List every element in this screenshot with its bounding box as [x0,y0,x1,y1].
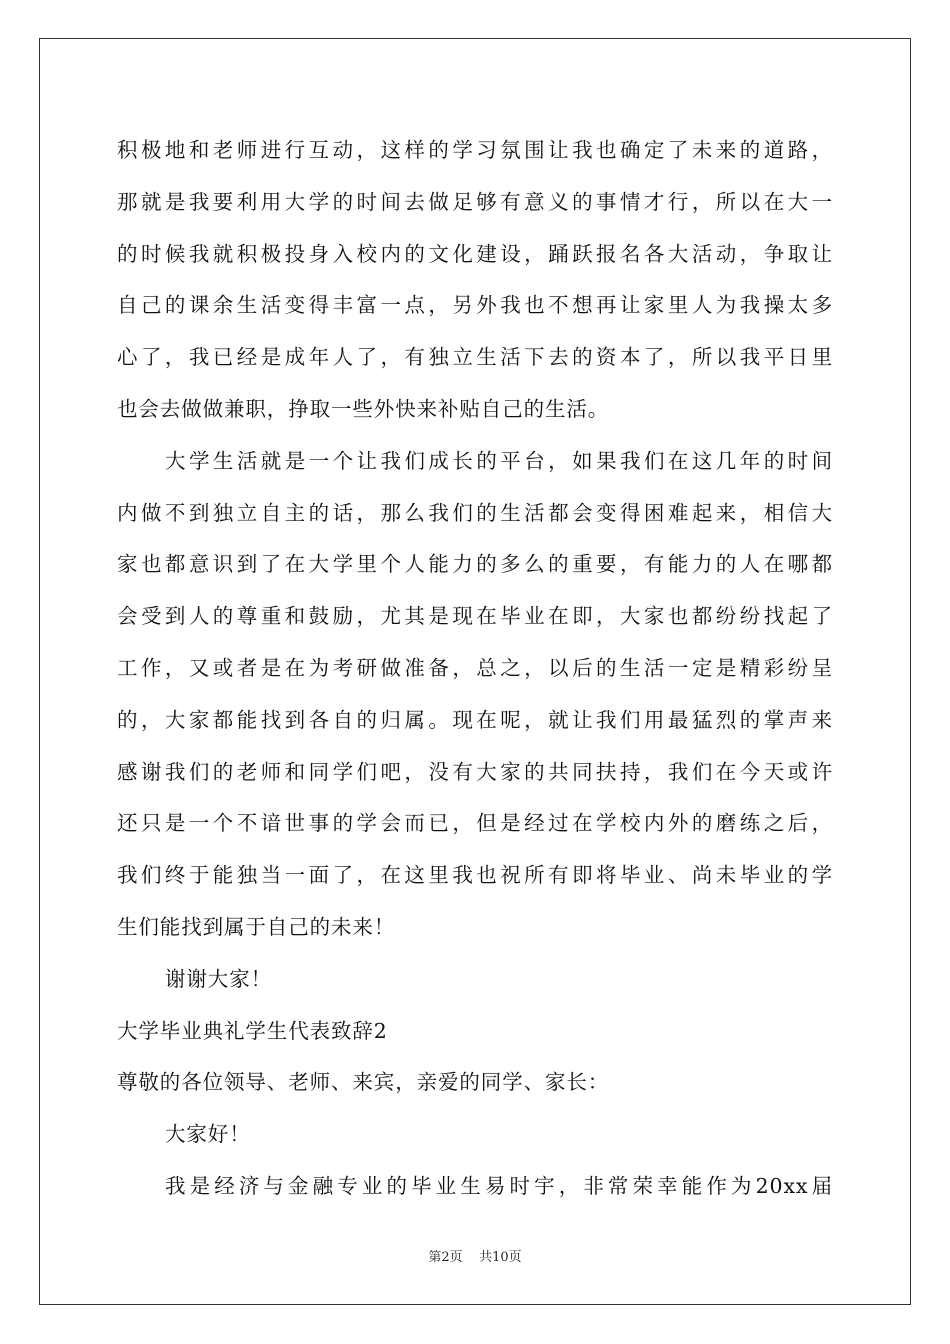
paragraph [117,436,833,954]
paragraph [117,1161,833,1213]
text-line: 生们能找到属于自己的未来！ [117,914,396,939]
text-line: 的，大家都能找到各自的归属。现在呢，就让我们用最猛烈的掌声来 [117,707,833,732]
page-number: 第2页 [428,1250,463,1265]
text-line: 工作，又或者是在为考研做准备，总之，以后的生活一定是精彩纷呈 [117,655,833,680]
text-line: 的时候我就积极投身入校内的文化建设，踊跃报名各大活动，争取让 [117,241,833,266]
text-line: 家也都意识到了在大学里个人能力的多么的重要，有能力的人在哪都 [117,552,833,577]
paragraph [117,125,833,436]
paragraph [117,954,833,1006]
text-line: 那就是我要利用大学的时间去做足够有意义的事情才行，所以在大一 [117,189,833,214]
text-line: 积极地和老师进行互动，这样的学习氛围让我也确定了未来的道路， [117,138,833,162]
text-line: 大学生活就是一个让我们成长的平台，如果我们在这几年的时间 [165,448,833,473]
text-line: 谢谢大家！ [165,966,272,991]
text-line: 自己的课余生活变得丰富一点，另外我也不想再让家里人为我操太多 [117,293,833,318]
text-line: 尊敬的各位领导、老师、来宾，亲爱的同学、家长： [117,1070,610,1095]
text-line: 还只是一个不谙世事的学会而已，但是经过在学校内外的磨练之后， [117,811,833,836]
text-line: 大家好！ [165,1122,251,1147]
text-line: 我们终于能独当一面了，在这里我也祝所有即将毕业、尚未毕业的学 [117,863,833,888]
text-line: 也会去做做兼职，挣取一些外快来补贴自己的生活。 [117,396,610,421]
text-line: 心了，我已经是成年人了，有独立生活下去的资本了，所以我平日里 [117,345,833,370]
paragraph [117,1057,833,1109]
text-line: 大学毕业典礼学生代表致辞2 [117,1018,388,1043]
text-line: 感谢我们的老师和同学们吧，没有大家的共同扶持，我们在今天或许 [117,759,833,784]
text-line: 会受到人的尊重和鼓励，尤其是现在毕业在即，大家也都纷纷找起了 [117,604,833,629]
text-line: 内做不到独立自主的话，那么我们的生活都会变得困难起来，相信大 [117,500,833,525]
page-total: 共10页 [479,1250,522,1265]
paragraph [117,1006,833,1058]
text-line: 我是经济与金融专业的毕业生易时宇，非常荣幸能作为20xx届 [165,1173,833,1198]
page-footer [0,1246,950,1265]
paragraph [117,1109,833,1161]
document-body [117,125,833,1213]
